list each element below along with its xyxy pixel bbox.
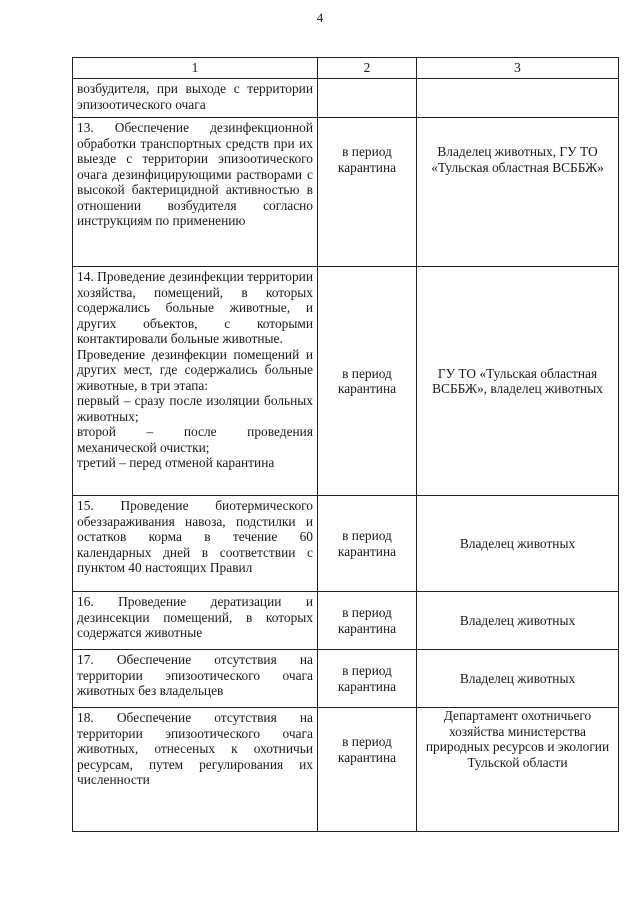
description-paragraph: Проведение дезинфекции помещений и других мест, где содержались больные животные, в три этапа: — [77, 346, 313, 393]
measure-term: в период карантина — [318, 650, 417, 708]
measure-description: 15. Проведение биотермического обеззараживания навоза, подстилки и остатков корма в течение 60 календарных дней в соответствии с пунктом 40 настоящих Правил — [73, 496, 318, 592]
measure-term: в период карантина — [318, 708, 417, 832]
table-row — [73, 79, 619, 118]
table-header-row — [73, 58, 619, 79]
measure-description: 16. Проведение дератизации и дезинсекции помещений, в которых содержатся животные — [73, 592, 318, 650]
measure-responsible: Владелец животных, ГУ ТО «Тульская областная ВСББЖ» — [417, 118, 619, 267]
measure-responsible: Владелец животных — [417, 650, 619, 708]
description-paragraph: третий – перед отменой карантина — [77, 455, 275, 470]
measure-description: 17. Обеспечение отсутствия на территории эпизоотического очага животных без владельцев — [73, 650, 318, 708]
measure-responsible: Департамент охотничьего хозяйства министерства природных ресурсов и экологии Тульской области — [417, 708, 619, 832]
measure-description: возбудителя, при выходе с территории эпизоотического очага — [73, 79, 318, 118]
measure-responsible: ГУ ТО «Тульская областная ВСББЖ», владелец животных — [417, 267, 619, 496]
measure-description — [73, 267, 318, 496]
column-header-1: 1 — [73, 58, 318, 79]
table-row — [73, 592, 619, 650]
measure-term — [318, 79, 417, 118]
table-row — [73, 650, 619, 708]
description-paragraph: второй – после проведения механической очистки; — [77, 424, 313, 455]
table-row — [73, 118, 619, 267]
measure-term: в период карантина — [318, 496, 417, 592]
measure-responsible — [417, 79, 619, 118]
column-header-2: 2 — [318, 58, 417, 79]
page-number: 4 — [316, 10, 324, 25]
column-header-3: 3 — [417, 58, 619, 79]
table-row — [73, 267, 619, 496]
measure-term: в период карантина — [318, 267, 417, 496]
measure-description: 13. Обеспечение дезинфекционной обработки транспортных средств при их выезде с территории эпизоотического очага дезинфицирующими растворами с высокой бактерицидной активностью в отношении возбудителя согласно инструкциям по применению — [73, 118, 318, 267]
table-row — [73, 496, 619, 592]
measures-table — [72, 57, 619, 832]
measure-term: в период карантина — [318, 592, 417, 650]
measure-description: 18. Обеспечение отсутствия на территории эпизоотического очага животных, отнесеных к охотничьи ресурсам, путем регулирования их численности — [73, 708, 318, 832]
description-paragraph: 14. Проведение дезинфекции территории хозяйства, помещений, в которых содержались больные животные, и других объектов, с которыми контактировали больные животные. — [77, 269, 313, 346]
description-paragraph: первый – сразу после изоляции больных животных; — [77, 393, 313, 424]
measure-responsible: Владелец животных — [417, 592, 619, 650]
measure-responsible: Владелец животных — [417, 496, 619, 592]
measure-term: в период карантина — [318, 118, 417, 267]
table-row — [73, 708, 619, 832]
